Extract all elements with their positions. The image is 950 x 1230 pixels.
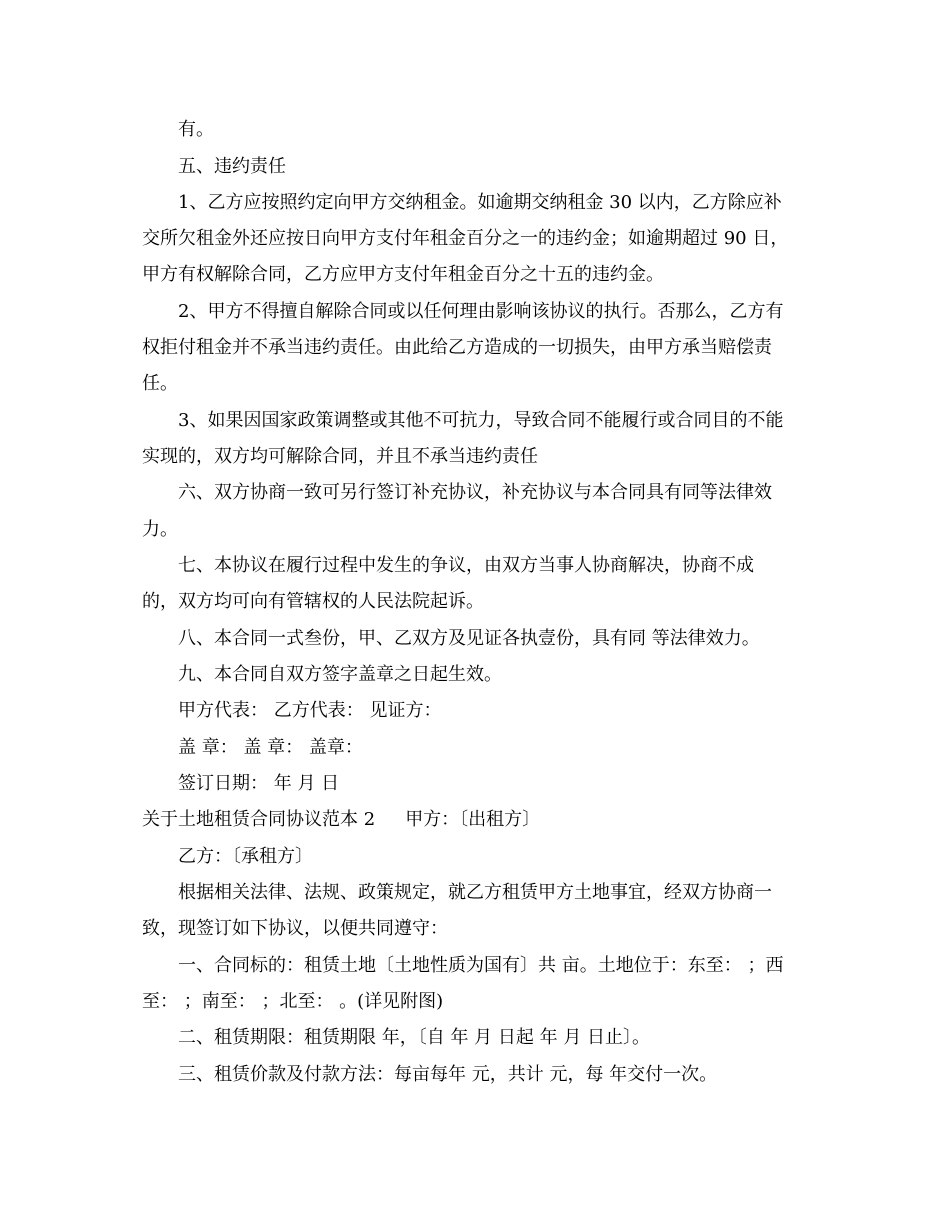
text-line: 三、租赁价款及付款方法：每亩每年 元，共计 元，每 年交付一次。 [178,1064,718,1085]
text-line: 六、双方协商一致可另行签订补充协议，补充协议与本合同具有同等法律效 [178,482,772,503]
text-line: 的，双方均可向有管辖权的人民法院起诉。 [142,591,484,612]
text-line: 交所欠租金外还应按日向甲方支付年租金百分之一的违约金；如逾期超过 90 日， [142,228,789,249]
text-line: 二、租赁期限：租赁期限 年，〔自 年 月 日起 年 月 日止〕。 [178,1027,651,1048]
text-line: 力。 [142,519,178,540]
text-line: 至： ；南至： ；北至： 。(详见附图) [142,991,444,1012]
party-b-label: 乙方：〔承租方〕 [178,846,313,867]
text-line: 七、本协议在履行过程中发生的争议，由双方当事人协商解决，协商不成 [178,555,754,576]
text-line: 任。 [142,373,178,394]
signature-representatives: 甲方代表： 乙方代表： 见证方： [178,700,442,721]
second-agreement-heading [142,808,540,832]
signing-date: 签订日期： 年 月 日 [178,773,340,794]
party-a-label: 甲方：〔出租方〕 [405,809,541,830]
second-agreement-title: 关于土地租赁合同协议范本 2 [142,809,376,830]
signature-seals: 盖 章： 盖 章： 盖章： [178,737,363,758]
text-line: 致，现签订如下协议，以便共同遵守： [142,918,448,939]
text-line: 1、乙方应按照约定向甲方交纳租金。如逾期交纳租金 30 以内，乙方除应补 [178,192,782,213]
text-line: 甲方有权解除合同，乙方应甲方支付年租金百分之十五的违约金。 [142,264,664,285]
text-line: 一、合同标的：租赁土地〔土地性质为国有〕共 亩。土地位于：东至： ；西 [178,955,784,976]
text-line: 权拒付租金并不承当违约责任。由此给乙方造成的一切损失，由甲方承当赔偿责 [142,337,772,358]
text-line: 根据相关法律、法规、政策规定，就乙方租赁甲方土地事宜，经双方协商一 [178,882,772,903]
text-line: 九、本合同自双方签字盖章之日起生效。 [178,664,502,685]
section-heading: 五、违约责任 [178,156,286,177]
text-line: 八、本合同一式叁份，甲、乙双方及见证各执壹份，具有同 等法律效力。 [178,628,760,649]
text-line: 3、如果因国家政策调整或其他不可抗力，导致合同不能履行或合同目的不能 [178,410,784,431]
text-line: 有。 [178,119,214,140]
text-line: 2、甲方不得擅自解除合同或以任何理由影响该协议的执行。否那么，乙方有 [178,301,784,322]
text-line: 实现的，双方均可解除合同，并且不承当违约责任 [142,446,538,467]
